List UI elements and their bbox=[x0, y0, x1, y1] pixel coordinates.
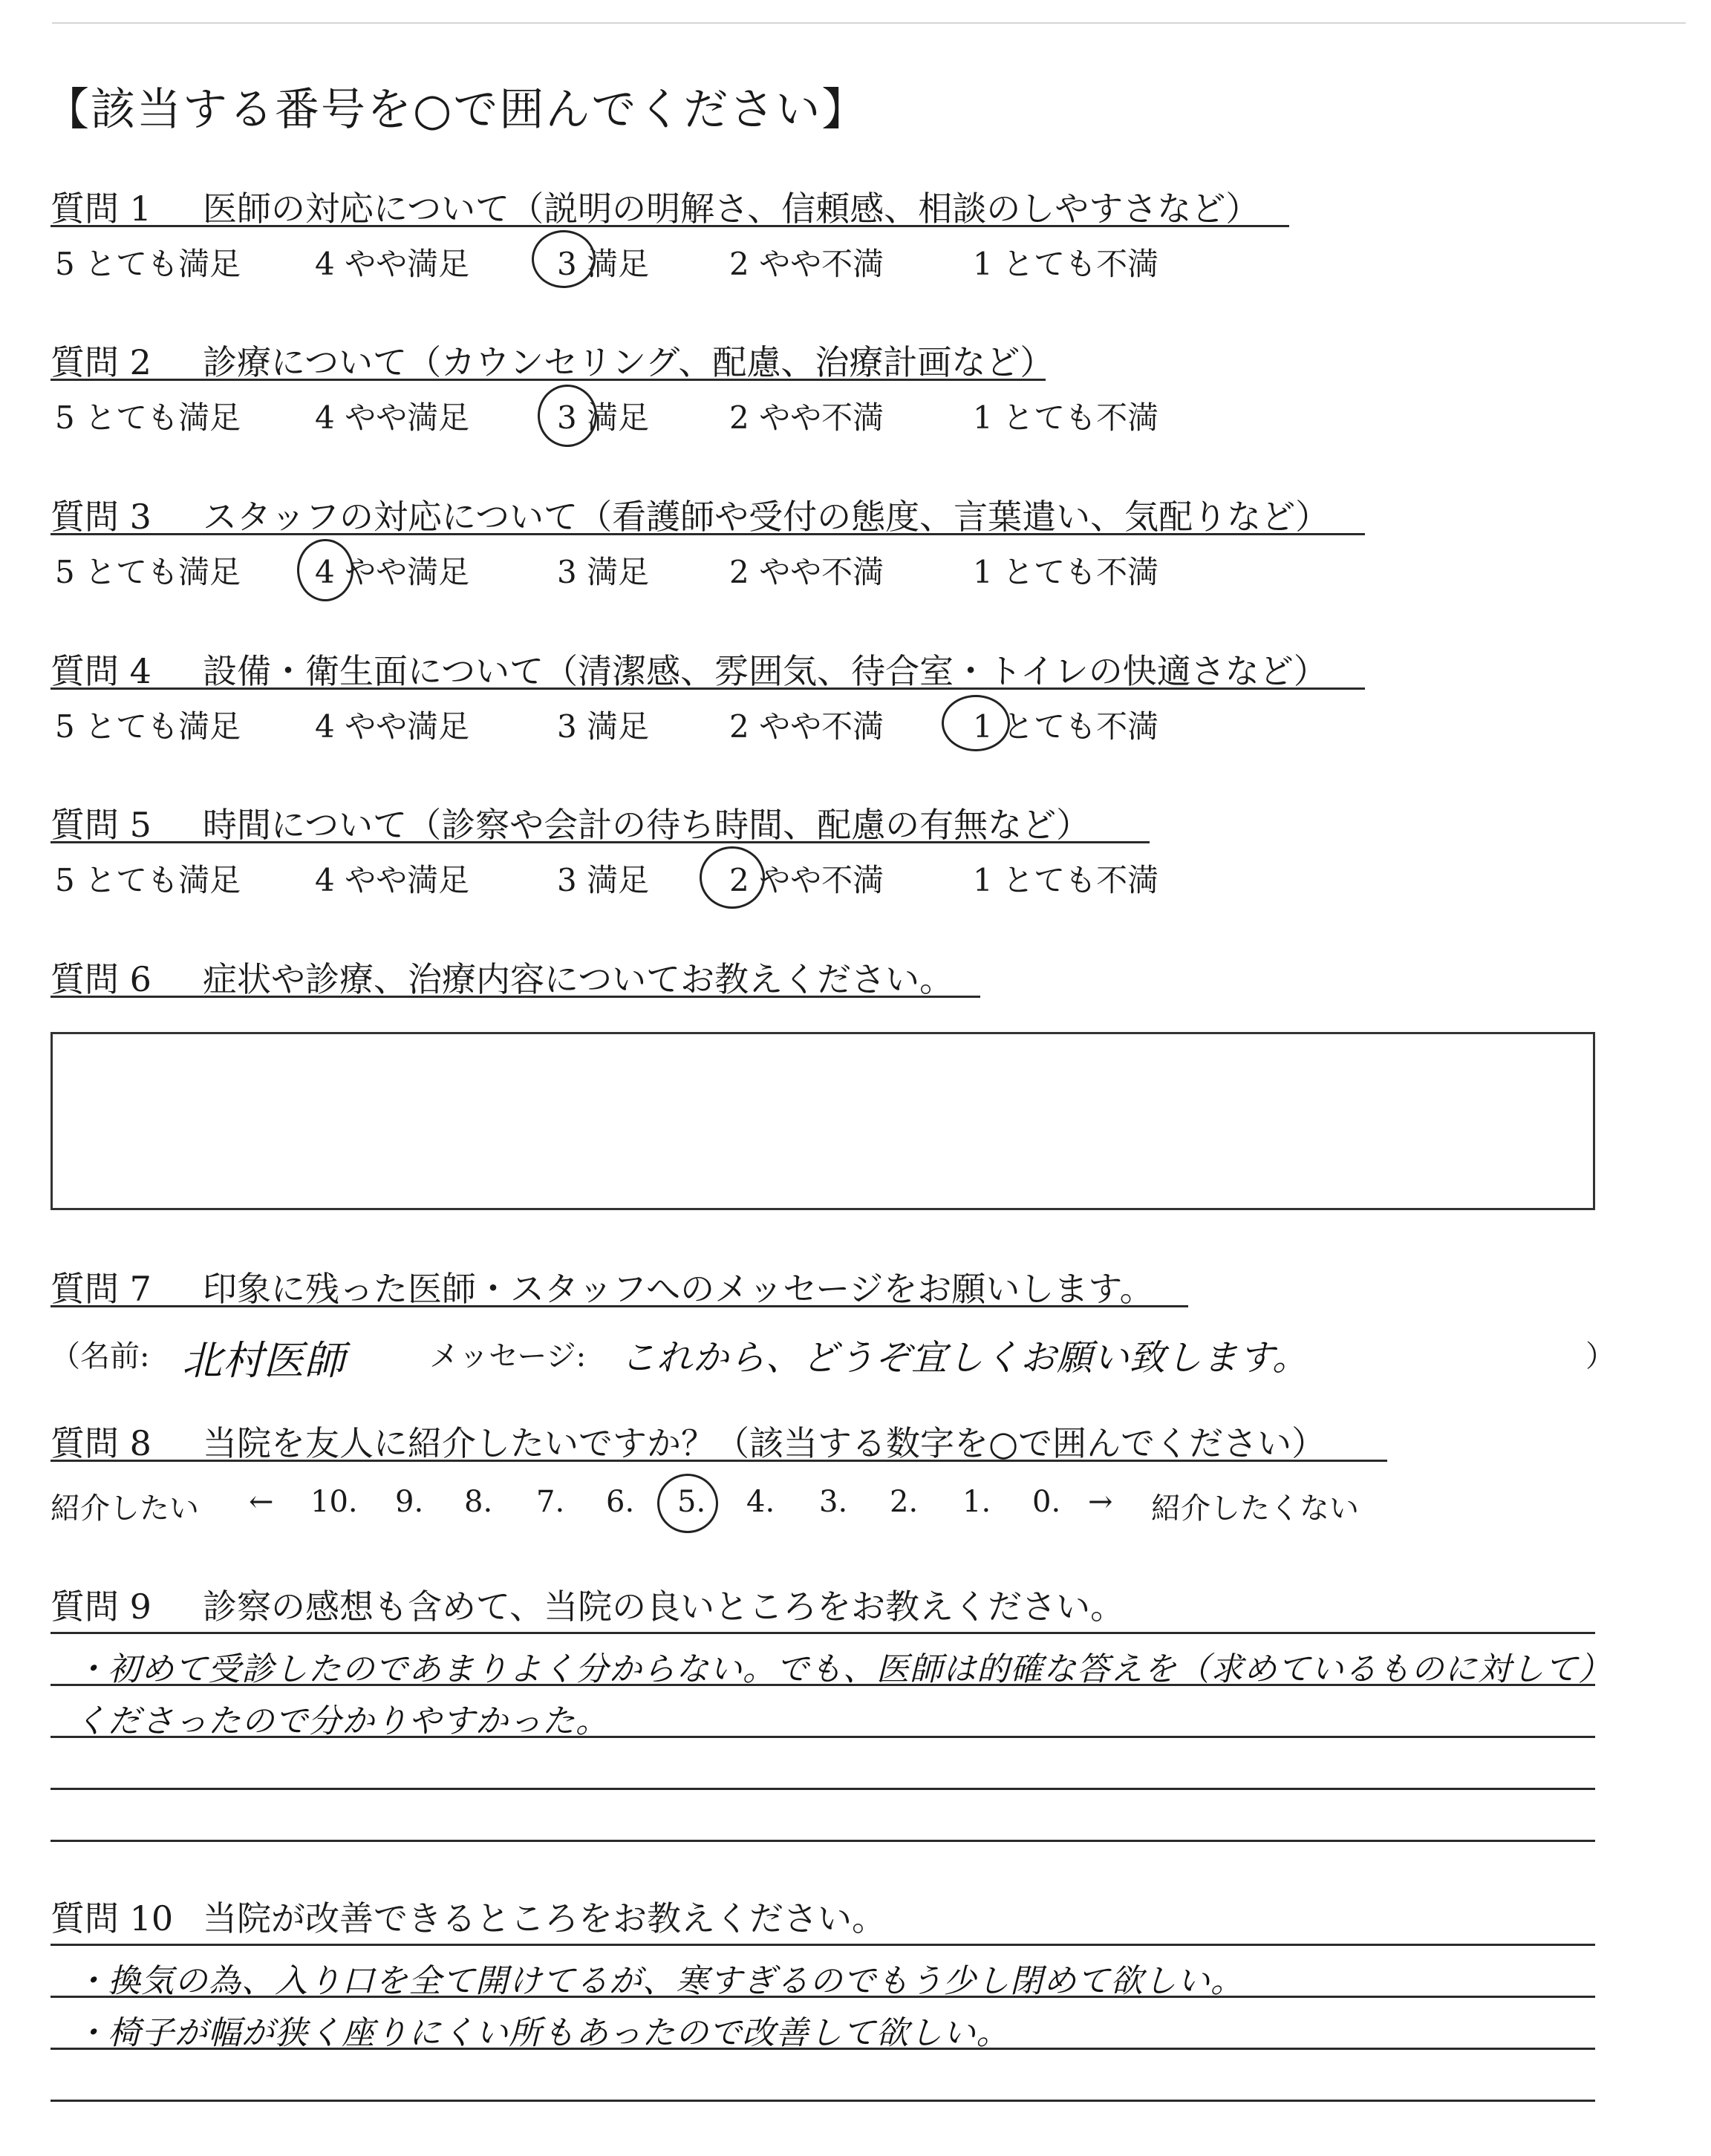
q3-heading bbox=[50, 490, 1329, 539]
q4-number: 質問 4 bbox=[50, 651, 151, 691]
q3-option-4[interactable]: 4 やや満足 bbox=[315, 554, 470, 590]
q6-underline bbox=[50, 996, 980, 998]
q9-rule-1 bbox=[50, 1632, 1595, 1634]
q4-text: 設備・衛生面について（清潔感、雰囲気、待合室・トイレの快適さなど） bbox=[203, 651, 1328, 691]
q8-text: 当院を友人に紹介したいですか？（該当する数字を○で囲んでください） bbox=[203, 1423, 1326, 1463]
q1-option-1[interactable]: 1 とても不満 bbox=[973, 246, 1159, 282]
q8-value-0[interactable]: 0. bbox=[1032, 1485, 1061, 1519]
q9-answer-line-2[interactable]: くださったので分かりやすかった。 bbox=[74, 1702, 609, 1740]
q5-option-1[interactable]: 1 とても不満 bbox=[973, 862, 1159, 898]
q1-option-5[interactable]: 5 とても満足 bbox=[55, 246, 241, 282]
q8-right-label: 紹介したくない bbox=[1151, 1492, 1359, 1526]
q7-close-paren: ） bbox=[1585, 1339, 1615, 1373]
q4-underline bbox=[50, 687, 1365, 690]
q8-value-7[interactable]: 7. bbox=[536, 1485, 565, 1519]
q3-text: スタッフの対応について（看護師や受付の態度、言葉遣い、気配りなど） bbox=[203, 497, 1330, 537]
q9-answer-line-1[interactable]: ・初めて受診したのであまりよく分からない。でも、医師は的確な答えを（求めているものに対して） bbox=[74, 1650, 1611, 1688]
q6-heading bbox=[50, 953, 954, 1002]
q8-left-arrow: ← bbox=[249, 1485, 274, 1519]
q1-option-2[interactable]: 2 やや不満 bbox=[729, 246, 884, 282]
q5-option-4[interactable]: 4 やや満足 bbox=[315, 862, 470, 898]
q2-option-2[interactable]: 2 やや不満 bbox=[729, 399, 884, 436]
q1-option-3[interactable]: 3 満足 bbox=[557, 246, 650, 282]
q9-rule-4 bbox=[50, 1788, 1595, 1790]
q3-number: 質問 3 bbox=[50, 497, 151, 537]
q4-option-1[interactable]: 1 とても不満 bbox=[973, 708, 1159, 745]
q2-heading bbox=[50, 336, 1054, 385]
q9-heading bbox=[50, 1580, 1124, 1629]
q9-rule-2 bbox=[50, 1684, 1595, 1686]
q1-text: 医師の対応について（説明の明解さ、信頼感、相談のしやすさなど） bbox=[203, 189, 1260, 229]
q1-underline bbox=[50, 225, 1289, 227]
q7-message-label: メッセージ: bbox=[429, 1339, 587, 1373]
q3-option-5[interactable]: 5 とても満足 bbox=[55, 554, 241, 590]
q7-message-value[interactable]: これから、どうぞ宜しくお願い致します。 bbox=[620, 1337, 1309, 1379]
q7-number: 質問 7 bbox=[50, 1269, 151, 1309]
q10-answer-line-2[interactable]: ・椅子が幅が狭く座りにくい所もあったので改善して欲しい。 bbox=[74, 2014, 1010, 2052]
q7-name-label: （名前: bbox=[50, 1339, 150, 1373]
q4-option-5[interactable]: 5 とても満足 bbox=[55, 708, 241, 745]
q8-left-label: 紹介したい bbox=[50, 1492, 199, 1526]
q8-heading bbox=[50, 1417, 1326, 1466]
q9-rule-5 bbox=[50, 1840, 1595, 1842]
q10-rule-2 bbox=[50, 1996, 1595, 1998]
q5-option-3[interactable]: 3 満足 bbox=[557, 862, 650, 898]
q4-option-2[interactable]: 2 やや不満 bbox=[729, 708, 884, 745]
q2-number: 質問 2 bbox=[50, 342, 151, 382]
q10-rule-1 bbox=[50, 1944, 1595, 1946]
q5-underline bbox=[50, 841, 1150, 843]
q10-heading bbox=[50, 1892, 886, 1941]
q10-rule-4 bbox=[50, 2100, 1595, 2102]
q1-option-4[interactable]: 4 やや満足 bbox=[315, 246, 470, 282]
q3-underline bbox=[50, 533, 1365, 535]
q7-heading bbox=[50, 1262, 1154, 1311]
q10-answer-line-1[interactable]: ・換気の為、入り口を全て開けてるが、寒すぎるのでもう少し閉めて欲しい。 bbox=[74, 1962, 1244, 2000]
q6-number: 質問 6 bbox=[50, 959, 151, 999]
q1-heading bbox=[50, 182, 1259, 231]
q3-option-3[interactable]: 3 満足 bbox=[557, 554, 650, 590]
q4-heading bbox=[50, 644, 1328, 693]
q8-value-10[interactable]: 10. bbox=[310, 1485, 358, 1519]
q6-text: 症状や診療、治療内容についてお教えください。 bbox=[203, 959, 954, 999]
q8-value-6[interactable]: 6. bbox=[606, 1485, 635, 1519]
q2-option-3[interactable]: 3 満足 bbox=[557, 399, 650, 436]
q2-underline bbox=[50, 379, 1046, 381]
q7-underline bbox=[50, 1305, 1188, 1307]
q9-rule-3 bbox=[50, 1736, 1595, 1738]
q2-option-4[interactable]: 4 やや満足 bbox=[315, 399, 470, 436]
q5-text: 時間について（診察や会計の待ち時間、配慮の有無など） bbox=[203, 805, 1091, 845]
q9-text: 診察の感想も含めて、当院の良いところをお教えください。 bbox=[203, 1587, 1125, 1627]
q2-text: 診療について（カウンセリング、配慮、治療計画など） bbox=[203, 342, 1055, 382]
q10-text: 当院が改善できるところをお教えください。 bbox=[203, 1898, 886, 1938]
q8-underline bbox=[50, 1460, 1387, 1462]
q8-value-1[interactable]: 1. bbox=[962, 1485, 991, 1519]
q10-rule-3 bbox=[50, 2048, 1595, 2050]
q5-option-2[interactable]: 2 やや不満 bbox=[729, 862, 884, 898]
q8-value-2[interactable]: 2. bbox=[890, 1485, 919, 1519]
q8-value-9[interactable]: 9. bbox=[395, 1485, 424, 1519]
q8-value-4[interactable]: 4. bbox=[746, 1485, 775, 1519]
q8-value-8[interactable]: 8. bbox=[464, 1485, 493, 1519]
q8-value-5[interactable]: 5. bbox=[677, 1485, 706, 1519]
q1-number: 質問 1 bbox=[50, 189, 151, 229]
q8-number: 質問 8 bbox=[50, 1423, 151, 1463]
q2-option-1[interactable]: 1 とても不満 bbox=[973, 399, 1159, 436]
q5-heading bbox=[50, 798, 1090, 847]
q10-number: 質問 10 bbox=[50, 1898, 174, 1938]
q4-option-4[interactable]: 4 やや満足 bbox=[315, 708, 470, 745]
q5-number: 質問 5 bbox=[50, 805, 151, 845]
q8-right-arrow: → bbox=[1088, 1485, 1113, 1519]
q9-number: 質問 9 bbox=[50, 1587, 151, 1627]
instruction-heading: 【該当する番号を○で囲んでください】 bbox=[45, 84, 868, 136]
q7-name-value[interactable]: 北村医師 bbox=[182, 1337, 345, 1384]
q5-option-5[interactable]: 5 とても満足 bbox=[55, 862, 241, 898]
q4-option-3[interactable]: 3 満足 bbox=[557, 708, 650, 745]
q6-answer-box[interactable] bbox=[50, 1032, 1595, 1210]
q7-text: 印象に残った医師・スタッフへのメッセージをお願いします。 bbox=[203, 1269, 1154, 1309]
q8-value-3[interactable]: 3. bbox=[819, 1485, 848, 1519]
q3-option-1[interactable]: 1 とても不満 bbox=[973, 554, 1159, 590]
page-top-edge bbox=[52, 22, 1686, 24]
q3-option-2[interactable]: 2 やや不満 bbox=[729, 554, 884, 590]
q2-option-5[interactable]: 5 とても満足 bbox=[55, 399, 241, 436]
